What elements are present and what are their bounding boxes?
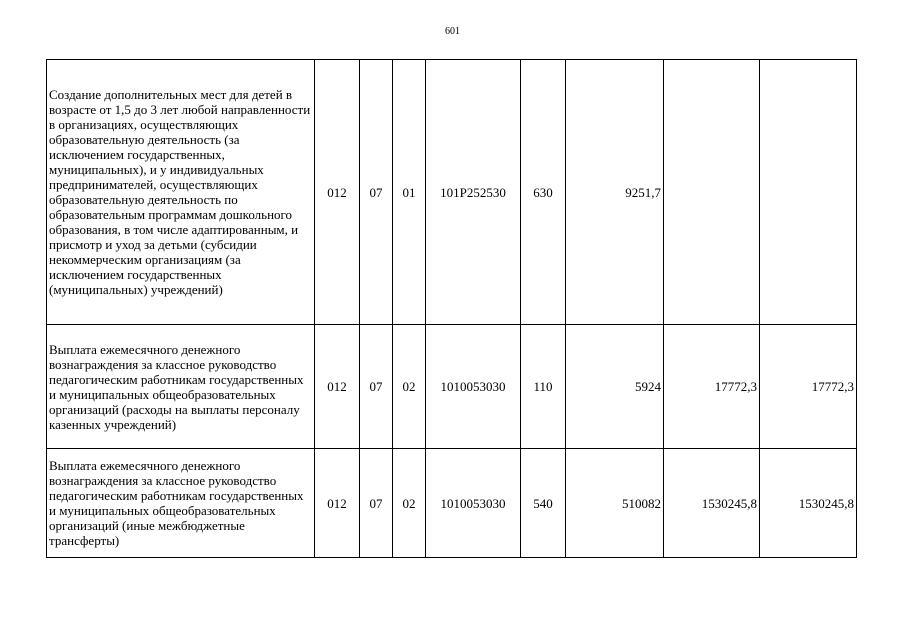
amount-cell: 510082 xyxy=(566,449,664,558)
ministry-code: 012 xyxy=(315,60,360,325)
amount-cell: 17772,3 xyxy=(760,325,857,449)
amount-cell: 17772,3 xyxy=(664,325,760,449)
expense-type-code: 110 xyxy=(521,325,566,449)
amount-cell: 9251,7 xyxy=(566,60,664,325)
subsection-code: 02 xyxy=(393,325,426,449)
table-row xyxy=(47,449,857,558)
budget-table xyxy=(46,59,857,558)
section-code: 07 xyxy=(360,325,393,449)
amount-cell: 1530245,8 xyxy=(760,449,857,558)
row-description: Создание дополнительных мест для детей в возрасте от 1,5 до 3 лет любой направленности в организациях, осуществляющих образовательную деятельность (за исключением государственных, муниципальных), и у индивидуальных предпринимателей, осуществляющих образовательную деятельность по образовательным программам дошкольного образования, в том числе адаптированным, и присмотр и уход за детьми (субсидии некоммерческим организациям (за исключением государственных (муниципальных) учреждений) xyxy=(47,60,315,325)
amount-cell: 5924 xyxy=(566,325,664,449)
expense-type-code: 630 xyxy=(521,60,566,325)
subsection-code: 01 xyxy=(393,60,426,325)
target-article-code: 1010053030 xyxy=(426,325,521,449)
expense-type-code: 540 xyxy=(521,449,566,558)
ministry-code: 012 xyxy=(315,325,360,449)
row-description: Выплата ежемесячного денежного вознаграждения за классное руководство педагогическим работникам государственных и муниципальных общеобразовательных организаций (расходы на выплаты персоналу казенных учреждений) xyxy=(47,325,315,449)
ministry-code: 012 xyxy=(315,449,360,558)
section-code: 07 xyxy=(360,60,393,325)
page-number: 601 xyxy=(445,26,460,37)
table-row xyxy=(47,325,857,449)
amount-cell xyxy=(760,60,857,325)
target-article-code: 1010053030 xyxy=(426,449,521,558)
target-article-code: 101P252530 xyxy=(426,60,521,325)
row-description: Выплата ежемесячного денежного вознаграждения за классное руководство педагогическим работникам государственных и муниципальных общеобразовательных организаций (иные межбюджетные трансферты) xyxy=(47,449,315,558)
amount-cell: 1530245,8 xyxy=(664,449,760,558)
table-row xyxy=(47,60,857,325)
amount-cell xyxy=(664,60,760,325)
section-code: 07 xyxy=(360,449,393,558)
subsection-code: 02 xyxy=(393,449,426,558)
